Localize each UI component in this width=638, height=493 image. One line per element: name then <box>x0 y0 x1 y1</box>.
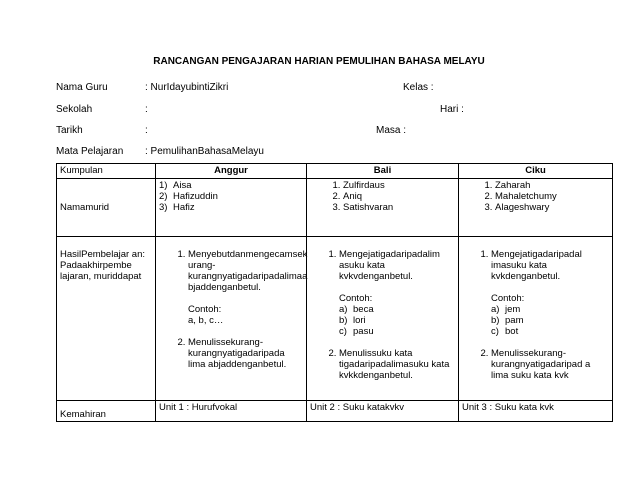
table-header-row <box>57 164 613 179</box>
kemahiran-anggur: Unit 1 : Hurufvokal <box>156 401 307 422</box>
list-item: 1. Mengejatigadaripadalim asuku kata kvkvdenganbetul. Contoh: a) beca b) lori c) pasu <box>339 249 455 348</box>
mata-pelajaran-label: Mata Pelajaran <box>56 146 124 157</box>
list-item: b) lori <box>339 315 366 326</box>
page-title: RANCANGAN PENGAJARAN HARIAN PEMULIHAN BAHASA MELAYU <box>153 56 485 67</box>
list-item: 2. Aniq <box>343 191 455 202</box>
table-row-hasil <box>57 237 613 401</box>
list-item: 1) Aisa <box>159 180 192 191</box>
table-row-kemahiran <box>57 401 613 422</box>
header-anggur: Anggur <box>156 164 307 179</box>
list-item: a) jem <box>491 304 521 315</box>
tarikh-label: Tarikh <box>56 125 83 136</box>
ciku-murid-cell <box>459 179 613 237</box>
list-item: 3) Hafiz <box>159 202 195 213</box>
list-item: b) pam <box>491 315 524 326</box>
list-item: a) beca <box>339 304 374 315</box>
list-item: 2. Menulissuku kata tigadaripadalimasuku kata kvkkdenganbetul. <box>339 348 455 381</box>
list-item: 3. Satishvaran <box>343 202 455 213</box>
list-item: 1. Mengejatigadaripadal imasuku kata kvkdenganbetul. Contoh: a) jem b) pam c) bot <box>491 249 609 348</box>
bali-murid-cell <box>307 179 459 237</box>
mata-pelajaran-value: : PemulihanBahasaMelayu <box>145 146 264 157</box>
list-item: 2. Menulissekurang-kurangnyatigadaripada lima abjaddenganbetul. <box>188 337 303 370</box>
table-row-namamurid <box>57 179 613 237</box>
anggur-hasil-cell <box>156 237 307 401</box>
masa-label: Masa : <box>376 125 407 136</box>
list-item: 1. Zaharah <box>495 180 609 191</box>
tarikh-value: : <box>145 125 148 136</box>
kemahiran-ciku: Unit 3 : Suku kata kvk <box>459 401 613 422</box>
list-item: 2. Mahaletchumy <box>495 191 609 202</box>
header-kumpulan: Kumpulan <box>57 164 156 179</box>
sekolah-value: : <box>145 104 148 115</box>
hasil-label: HasilPembelajar an: Padaakhirpembe lajaran, muriddapat <box>57 237 156 401</box>
ciku-hasil-cell <box>459 237 613 401</box>
kemahiran-label: Kemahiran <box>57 401 156 422</box>
nama-guru-label: Nama Guru <box>56 82 108 93</box>
list-item: 1. Zulfirdaus <box>343 180 455 191</box>
list-item: c) pasu <box>339 326 374 337</box>
kelas-label: Kelas : <box>403 82 434 93</box>
list-item: 2) Hafizuddin <box>159 191 218 202</box>
header-bali: Bali <box>307 164 459 179</box>
list-item: 1. Menyebutdanmengecamsek urang-kurangnyatigadaripadalimaa bjaddenganbetul. Contoh: a, b, c… <box>188 249 303 337</box>
list-item: 2. Menulissekurang-kurangnyatigadaripad a lima suku kata kvk <box>491 348 609 381</box>
list-item: 3. Alageshwary <box>495 202 609 213</box>
kemahiran-bali: Unit 2 : Suku katakvkv <box>307 401 459 422</box>
bali-hasil-cell <box>307 237 459 401</box>
header-ciku: Ciku <box>459 164 613 179</box>
list-item: c) bot <box>491 326 519 337</box>
nama-guru-value: : NurIdayubintiZikri <box>145 82 229 93</box>
anggur-murid-cell <box>156 179 307 237</box>
hari-label: Hari : <box>440 104 464 115</box>
namamurid-label: Namamurid <box>57 179 156 237</box>
sekolah-label: Sekolah <box>56 104 93 115</box>
lesson-plan-table <box>56 163 613 422</box>
